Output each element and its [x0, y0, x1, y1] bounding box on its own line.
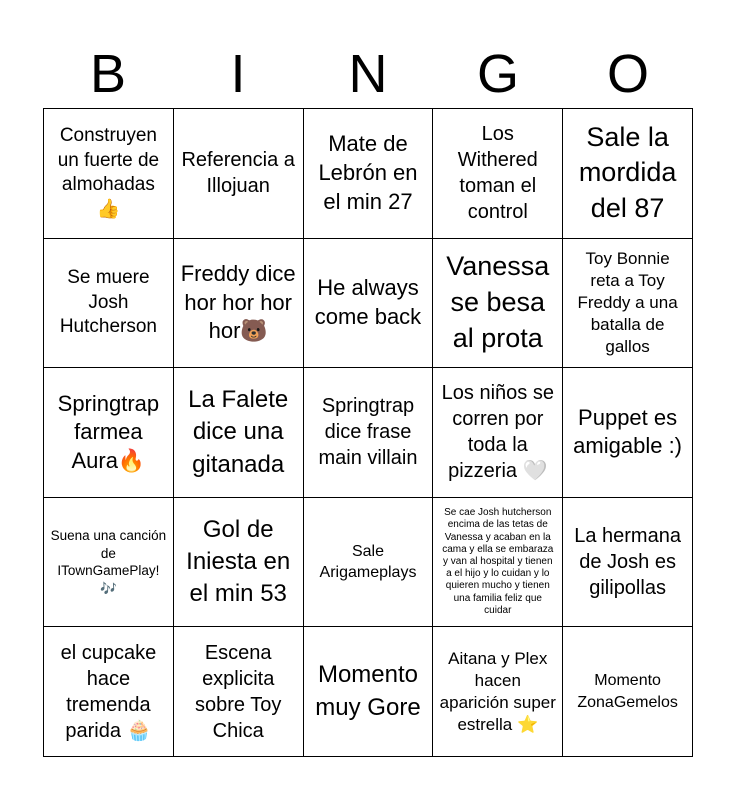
cell-text: Sale la mordida del 87	[578, 121, 677, 224]
cell-text: La Falete dice una gitanada	[188, 385, 289, 478]
cell-text: Vanessa se besa al prota	[446, 251, 550, 353]
bingo-header	[43, 40, 693, 108]
bingo-cell[interactable]	[304, 368, 434, 498]
bingo-cell[interactable]	[304, 239, 434, 369]
cell-text: Aitana y Plex hacen aparición super estrella ⭐	[439, 648, 556, 734]
cell-text: Momento ZonaGemelos	[577, 672, 678, 711]
cell-text: Los Withered toman el control	[457, 123, 538, 224]
cell-text: Freddy dice hor hor hor hor🐻	[180, 261, 296, 344]
bingo-cell[interactable]	[174, 368, 304, 498]
bingo-cell[interactable]	[433, 498, 563, 628]
cell-text: Springtrap dice frase main villain	[318, 395, 418, 470]
bingo-cell[interactable]	[44, 368, 174, 498]
header-letter-n: N	[348, 44, 388, 104]
cell-text: He always come back	[314, 275, 422, 329]
cell-text: Escena explicita sobre Toy Chica	[195, 641, 282, 742]
bingo-cell[interactable]	[304, 109, 434, 239]
bingo-cell[interactable]	[174, 627, 304, 757]
cell-text: Sale Arigameplays	[319, 542, 417, 582]
bingo-cell[interactable]	[44, 109, 174, 239]
bingo-cell[interactable]	[174, 498, 304, 628]
cell-text: Suena una canción de ITownGamePlay! 🎶	[50, 528, 167, 596]
header-letter-g: G	[476, 44, 519, 104]
bingo-card-grid	[43, 108, 693, 757]
cell-text: Se cae Josh hutcherson encima de las tetas de Vanessa y acaban en la cama y ella se embaraza y van al hospital y tienen a el hijo y lo cuidan y lo quieren mucho y tienen una familia feliz que cuidar	[442, 507, 554, 616]
bingo-cell[interactable]	[563, 368, 693, 498]
bingo-cell[interactable]	[304, 498, 434, 628]
bingo-cell[interactable]	[44, 627, 174, 757]
bingo-cell[interactable]	[433, 239, 563, 369]
cell-text: Mate de Lebrón en el min 27	[318, 131, 418, 214]
header-letter-i: I	[230, 44, 246, 104]
bingo-cell[interactable]	[433, 368, 563, 498]
cell-text: Puppet es amigable :)	[573, 404, 683, 459]
cell-text: Springtrap farmea Aura🔥	[57, 390, 160, 473]
bingo-cell[interactable]	[563, 498, 693, 628]
bingo-cell[interactable]	[174, 239, 304, 369]
cell-text: Momento muy Gore	[315, 661, 421, 721]
bingo-cell[interactable]	[174, 109, 304, 239]
cell-text: Construyen un fuerte de almohadas 👍	[57, 124, 160, 220]
cell-text: Se muere Josh Hutcherson	[59, 266, 157, 338]
cell-text: Toy Bonnie reta a Toy Freddy a una batalla de gallos	[577, 248, 678, 357]
cell-text: Los niños se corren por toda la pizzeria 🤍	[441, 382, 554, 483]
bingo-cell[interactable]	[563, 239, 693, 369]
bingo-cell[interactable]	[304, 627, 434, 757]
cell-text: Referencia a Illojuan	[181, 149, 295, 198]
bingo-cell[interactable]	[563, 627, 693, 757]
header-letter-b: B	[89, 44, 127, 104]
bingo-cell[interactable]	[563, 109, 693, 239]
header-letter-o: O	[606, 44, 649, 104]
cell-text: Gol de Iniesta en el min 53	[186, 515, 291, 608]
bingo-cell[interactable]	[44, 239, 174, 369]
bingo-cell[interactable]	[44, 498, 174, 628]
cell-text: La hermana de Josh es gilipollas	[574, 525, 681, 600]
cell-text: el cupcake hace tremenda parida 🧁	[60, 641, 157, 742]
bingo-cell[interactable]	[433, 627, 563, 757]
bingo-cell[interactable]	[433, 109, 563, 239]
